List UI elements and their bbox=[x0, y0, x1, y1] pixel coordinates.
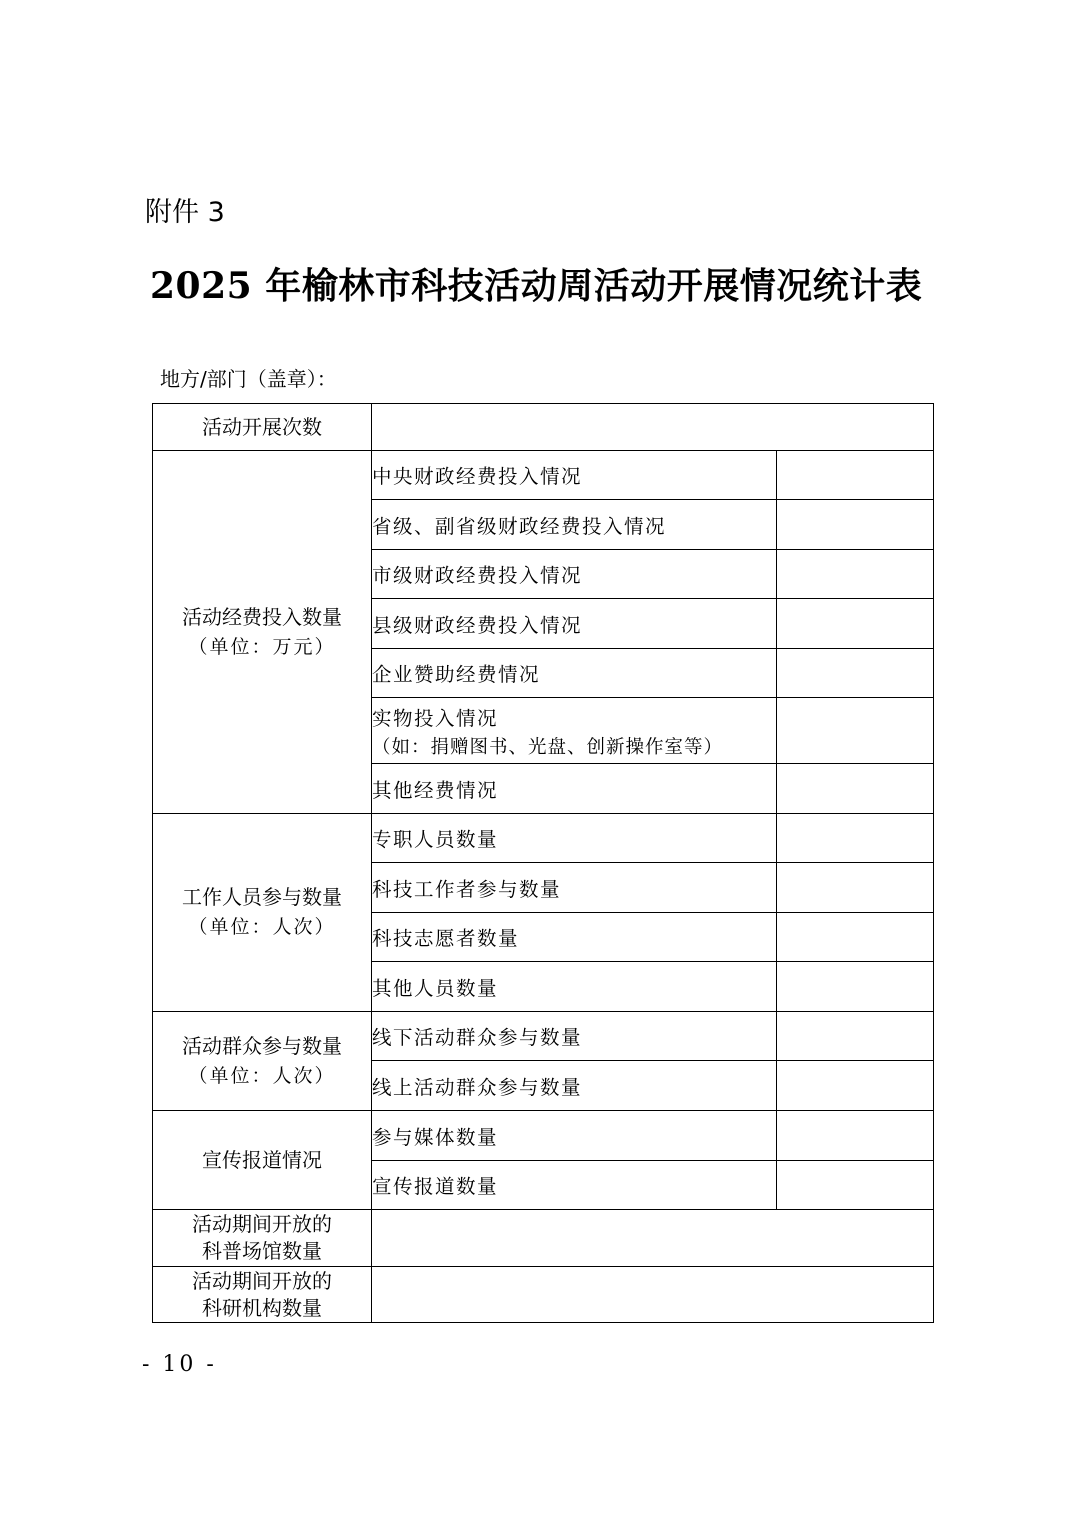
document-title: 2025 年榆林市科技活动周活动开展情况统计表 bbox=[150, 265, 923, 307]
staff-category bbox=[153, 814, 372, 1012]
funding-value-county[interactable] bbox=[777, 599, 934, 649]
staff-value-scientists[interactable] bbox=[777, 863, 934, 913]
table-row bbox=[153, 451, 934, 500]
in-kind-label: 实物投入情况 bbox=[372, 706, 499, 730]
funding-item-enterprise: 企业赞助经费情况 bbox=[372, 649, 777, 698]
publicity-category bbox=[153, 1111, 372, 1210]
publicity-label: 宣传报道情况 bbox=[202, 1147, 322, 1172]
public-value-offline[interactable] bbox=[777, 1012, 934, 1061]
staff-item-other: 其他人员数量 bbox=[372, 962, 777, 1012]
staff-value-volunteers[interactable] bbox=[777, 913, 934, 962]
page-number: - 10 - bbox=[142, 1352, 217, 1377]
activity-count-label: 活动开展次数 bbox=[153, 404, 372, 451]
funding-value-city[interactable] bbox=[777, 550, 934, 599]
attachment-label: 附件 3 bbox=[145, 197, 225, 228]
institutions-value[interactable] bbox=[372, 1267, 934, 1323]
statistics-table bbox=[152, 403, 934, 1323]
funding-value-in-kind[interactable] bbox=[777, 698, 934, 764]
funding-value-provincial[interactable] bbox=[777, 500, 934, 550]
funding-item-county: 县级财政经费投入情况 bbox=[372, 599, 777, 649]
venues-value[interactable] bbox=[372, 1210, 934, 1267]
table-row bbox=[153, 814, 934, 863]
public-unit: （单位：人次） bbox=[188, 1064, 336, 1087]
table-row bbox=[153, 1111, 934, 1161]
funding-unit: （单位：万元） bbox=[188, 635, 336, 658]
venues-label bbox=[153, 1210, 372, 1267]
staff-value-fulltime[interactable] bbox=[777, 814, 934, 863]
staff-item-volunteers: 科技志愿者数量 bbox=[372, 913, 777, 962]
public-item-online: 线上活动群众参与数量 bbox=[372, 1061, 777, 1111]
venues-label-line2: 科普场馆数量 bbox=[202, 1239, 322, 1263]
public-value-online[interactable] bbox=[777, 1061, 934, 1111]
table-row bbox=[153, 1210, 934, 1267]
publicity-value-reports[interactable] bbox=[777, 1161, 934, 1210]
funding-value-central[interactable] bbox=[777, 451, 934, 500]
institutions-label bbox=[153, 1267, 372, 1323]
funding-label: 活动经费投入数量 bbox=[182, 604, 342, 629]
venues-label-line1: 活动期间开放的 bbox=[192, 1212, 332, 1236]
staff-unit: （单位：人次） bbox=[188, 916, 336, 939]
funding-item-city: 市级财政经费投入情况 bbox=[372, 550, 777, 599]
publicity-value-media[interactable] bbox=[777, 1111, 934, 1161]
table-row bbox=[153, 1267, 934, 1323]
table-row bbox=[153, 1012, 934, 1061]
staff-item-fulltime: 专职人员数量 bbox=[372, 814, 777, 863]
region-stamp-label: 地方/部门（盖章）： bbox=[160, 367, 337, 391]
staff-value-other[interactable] bbox=[777, 962, 934, 1012]
public-category bbox=[153, 1012, 372, 1111]
institutions-label-line1: 活动期间开放的 bbox=[192, 1268, 332, 1293]
staff-label: 工作人员参与数量 bbox=[182, 885, 342, 910]
public-label: 活动群众参与数量 bbox=[182, 1033, 342, 1058]
publicity-item-reports: 宣传报道数量 bbox=[372, 1161, 777, 1210]
activity-count-value[interactable] bbox=[372, 404, 934, 451]
funding-category bbox=[153, 451, 372, 814]
table-row bbox=[153, 404, 934, 451]
in-kind-note: （如：捐赠图书、光盘、创新操作室等） bbox=[372, 736, 724, 758]
funding-value-enterprise[interactable] bbox=[777, 649, 934, 698]
funding-item-central: 中央财政经费投入情况 bbox=[372, 451, 777, 500]
publicity-item-media: 参与媒体数量 bbox=[372, 1111, 777, 1161]
public-item-offline: 线下活动群众参与数量 bbox=[372, 1012, 777, 1061]
funding-item-in-kind bbox=[372, 698, 777, 764]
funding-item-provincial: 省级、副省级财政经费投入情况 bbox=[372, 500, 777, 550]
funding-item-other: 其他经费情况 bbox=[372, 764, 777, 814]
funding-value-other[interactable] bbox=[777, 764, 934, 814]
institutions-label-line2: 科研机构数量 bbox=[202, 1295, 322, 1320]
staff-item-scientists: 科技工作者参与数量 bbox=[372, 863, 777, 913]
